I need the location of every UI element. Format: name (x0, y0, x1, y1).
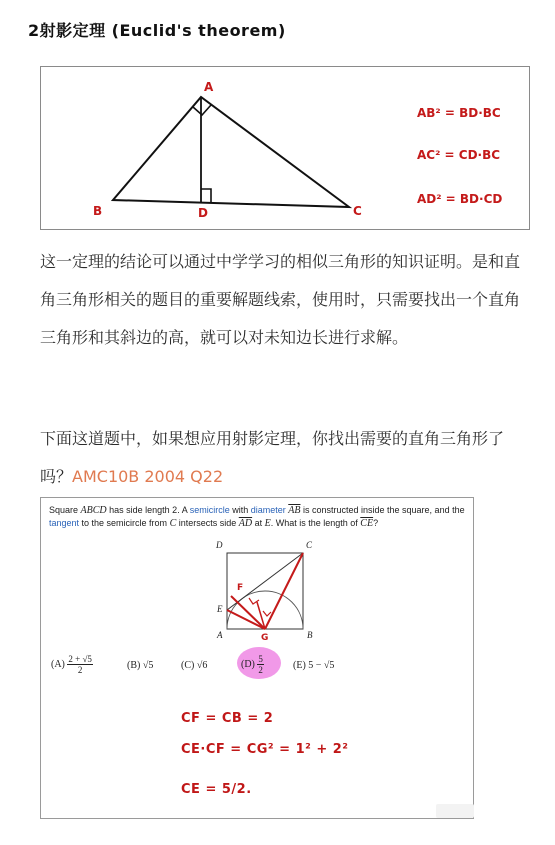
choice-a-fraction (67, 654, 93, 675)
formula-1: AB² = BD·BC (417, 106, 501, 120)
choice-d-den: 2 (258, 665, 263, 675)
problem-box (40, 497, 474, 819)
handwriting-line-2: CE·CF = CG² = 1² + 2² (181, 742, 349, 757)
amc-link[interactable]: AMC10B 2004 Q22 (72, 467, 224, 486)
choice-e[interactable]: (E) 5 − √5 (293, 660, 335, 671)
choice-c[interactable]: (C) √6 (181, 660, 208, 671)
choice-d-num: 5 (258, 654, 263, 664)
stmt-math-ce: $\overline{CE}$ (360, 518, 374, 529)
theorem-figure (40, 66, 530, 230)
stmt-math-c: C (169, 518, 177, 529)
stmt-math-abcd: ABCD (80, 505, 107, 516)
question-text: 下面这道题中，如果想应用射影定理，你找出需要的直角三角形了吗？ (40, 429, 505, 486)
formula-3: AD² = BD·CD (417, 192, 503, 206)
diameter-link[interactable]: diameter (250, 505, 286, 515)
section-title (28, 18, 286, 41)
paragraph-proof: 这一定理的结论可以通过中学学习的相似三角形的知识证明。是和直角三角形相关的题目的重要解题线索，使用时，只需要找出一个直角三角形和其斜边的高，就可以对未知边长进行求解。 (40, 252, 521, 347)
label-b: B (307, 630, 313, 640)
stmt-text: is constructed inside the square, and the (300, 505, 465, 515)
label-g: G (261, 633, 269, 643)
right-angle-mark-g (263, 611, 271, 616)
triangle-abc (113, 97, 349, 207)
right-angle-mark-d (201, 189, 211, 203)
choice-d[interactable] (241, 654, 264, 675)
stmt-text: intersects side (176, 518, 239, 528)
formula-2: AC² = CD·BC (417, 148, 501, 162)
choice-b[interactable]: (B) √5 (127, 660, 154, 671)
stmt-text: Square (49, 505, 81, 515)
right-angle-mark-a (193, 105, 211, 115)
square-diagram (41, 498, 475, 648)
label-f: F (237, 583, 244, 593)
choice-d-label: (D) (241, 658, 255, 670)
stmt-text: with (229, 505, 251, 515)
right-triangle-diagram (41, 67, 531, 231)
tangent-link[interactable]: tangent (49, 518, 80, 528)
label-d: D (216, 540, 223, 550)
label-a: A (204, 80, 214, 94)
watermark (436, 804, 474, 818)
semicircle (227, 591, 303, 629)
label-b: B (93, 204, 103, 218)
label-c: C (306, 540, 313, 550)
stmt-text: at (252, 518, 265, 528)
label-d: D (198, 206, 208, 220)
choice-a-num: 2 + √5 (68, 654, 92, 664)
stmt-text: has side length 2. A (106, 505, 190, 515)
choice-a-label: (A) (51, 658, 65, 670)
label-a: A (217, 630, 223, 640)
handwriting-line-3: CE = 5/2. (181, 782, 252, 797)
title-cn: 2射影定理 (28, 21, 106, 40)
choice-a[interactable] (51, 654, 93, 675)
answer-choices (49, 650, 469, 680)
handwriting-line-1: CF = CB = 2 (181, 711, 274, 726)
stmt-math-ad: $\overline{AD}$ (238, 518, 253, 529)
stmt-math-ab: $\overline{AB}$ (288, 505, 301, 516)
label-e: E (217, 604, 223, 614)
label-c: C (353, 204, 362, 218)
paragraph-question (40, 420, 520, 496)
stmt-text: to the semicircle from (79, 518, 170, 528)
stmt-text: ? (373, 518, 379, 528)
choice-d-fraction (257, 654, 264, 675)
title-en: (Euclid's theorem) (111, 21, 286, 40)
stmt-text: . What is the length of (270, 518, 361, 528)
choice-a-den: 2 (77, 665, 83, 675)
segment-eg (227, 610, 265, 629)
stmt-math-e: E (264, 518, 271, 529)
semicircle-link[interactable]: semicircle (189, 505, 230, 515)
